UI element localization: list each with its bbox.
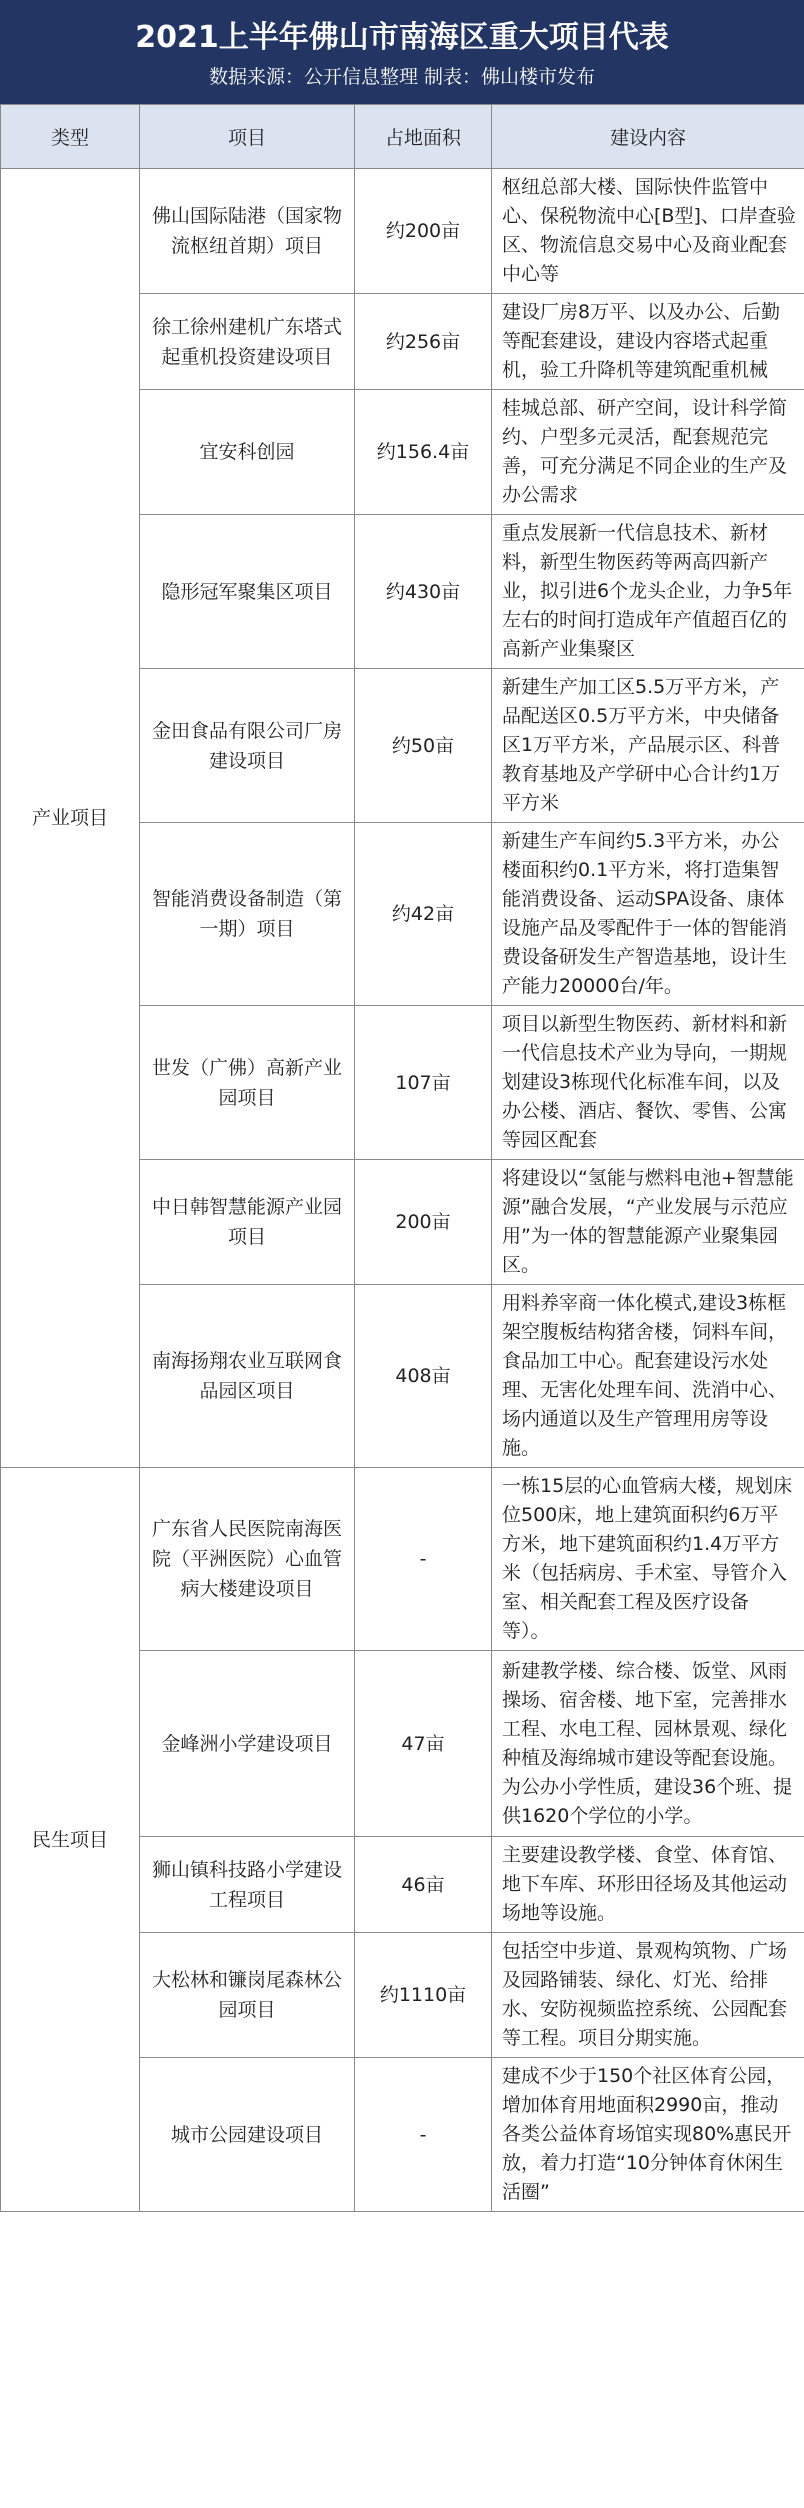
construction-content: 一栋15层的心血管病大楼，规划床位500床，地上建筑面积约6万平方米，地下建筑面积约1.4万平方米（包括病房、手术室、导管介入室、相关配套工程及医疗设备等）。 [492,1468,804,1651]
construction-content: 将建设以“氢能与燃料电池+智慧能源”融合发展，“产业发展与示范应用”为一体的智慧能源产业聚集园区。 [492,1160,804,1285]
table-header-row [1,105,804,169]
area-value: - [355,1468,492,1651]
project-name: 大松林和镰岗尾森林公园项目 [140,1933,355,2058]
table-row [1,1468,804,1651]
area-value: 200亩 [355,1160,492,1285]
area-value: - [355,2058,492,2212]
area-value: 约50亩 [355,669,492,823]
construction-content: 项目以新型生物医药、新材料和新一代信息技术产业为导向，一期规划建设3栋现代化标准车间，以及办公楼、酒店、餐饮、零售、公寓等园区配套 [492,1006,804,1160]
header-banner [0,0,804,104]
construction-content: 重点发展新一代信息技术、新材料，新型生物医药等两高四新产业，拟引进6个龙头企业，力争5年左右的时间打造成年产值超百亿的高新产业集聚区 [492,515,804,669]
construction-content: 新建生产加工区5.5万平方米，产品配送区0.5万平方米，中央储备区1万平方米，产品展示区、科普教育基地及产学研中心合计约1万平方米 [492,669,804,823]
construction-content: 新建生产车间约5.3平方米，办公楼面积约0.1平方米，将打造集智能消费设备、运动SPA设备、康体设施产品及零配件于一体的智能消费设备研发生产智造基地，设计生产能力20000台/年。 [492,823,804,1006]
page-title: 2021上半年佛山市南海区重大项目代表 [135,20,669,55]
project-name: 宜安科创园 [140,390,355,515]
project-name: 金峰洲小学建设项目 [140,1651,355,1837]
category-cell: 民生项目 [1,1468,140,2212]
category-cell: 产业项目 [1,169,140,1468]
area-value: 约1110亩 [355,1933,492,2058]
construction-content: 建成不少于150个社区体育公园，增加体育用地面积2990亩，推动各类公益体育场馆实现80%惠民开放，着力打造“10分钟体育休闲生活圈” [492,2058,804,2212]
project-name: 徐工徐州建机广东塔式起重机投资建设项目 [140,294,355,390]
area-value: 约256亩 [355,294,492,390]
project-name: 佛山国际陆港（国家物流枢纽首期）项目 [140,169,355,294]
area-value: 约200亩 [355,169,492,294]
area-value: 47亩 [355,1651,492,1837]
construction-content: 新建教学楼、综合楼、饭堂、风雨操场、宿舍楼、地下室，完善排水工程、水电工程、园林景观、绿化种植及海绵城市建设等配套设施。为公办小学性质，建设36个班、提供1620个学位的小学。 [492,1651,804,1837]
construction-content: 枢纽总部大楼、国际快件监管中心、保税物流中心[B型]、口岸查验区、物流信息交易中心及商业配套中心等 [492,169,804,294]
project-name: 智能消费设备制造（第一期）项目 [140,823,355,1006]
project-name: 世发（广佛）高新产业园项目 [140,1006,355,1160]
construction-content: 用料养宰商一体化模式,建设3栋框架空腹板结构猪舍楼，饲料车间，食品加工中心。配套建设污水处理、无害化处理车间、洗消中心、场内通道以及生产管理用房等设施。 [492,1285,804,1468]
project-name: 南海扬翔农业互联网食品园区项目 [140,1285,355,1468]
project-name: 隐形冠军聚集区项目 [140,515,355,669]
construction-content: 包括空中步道、景观构筑物、广场及园路铺装、绿化、灯光、给排水、安防视频监控系统、公园配套等工程。项目分期实施。 [492,1933,804,2058]
area-value: 约156.4亩 [355,390,492,515]
project-name: 金田食品有限公司厂房建设项目 [140,669,355,823]
area-value: 107亩 [355,1006,492,1160]
project-name: 中日韩智慧能源产业园项目 [140,1160,355,1285]
area-value: 408亩 [355,1285,492,1468]
projects-table [0,104,804,2212]
construction-content: 主要建设教学楼、食堂、体育馆、地下车库、环形田径场及其他运动场地等设施。 [492,1837,804,1933]
area-value: 46亩 [355,1837,492,1933]
construction-content: 桂城总部、研产空间，设计科学简约、户型多元灵活，配套规范完善，可充分满足不同企业的生产及办公需求 [492,390,804,515]
project-name: 城市公园建设项目 [140,2058,355,2212]
area-value: 约42亩 [355,823,492,1006]
project-name: 狮山镇科技路小学建设工程项目 [140,1837,355,1933]
construction-content: 建设厂房8万平、以及办公、后勤等配套建设，建设内容塔式起重机，验工升降机等建筑配重机械 [492,294,804,390]
column-header-content: 建设内容 [492,105,804,169]
column-header-area: 占地面积 [355,105,492,169]
column-header-project: 项目 [140,105,355,169]
page-subtitle: 数据来源：公开信息整理 制表：佛山楼市发布 [208,66,596,88]
area-value: 约430亩 [355,515,492,669]
column-header-type: 类型 [1,105,140,169]
table-row [1,169,804,294]
project-name: 广东省人民医院南海医院（平洲医院）心血管病大楼建设项目 [140,1468,355,1651]
